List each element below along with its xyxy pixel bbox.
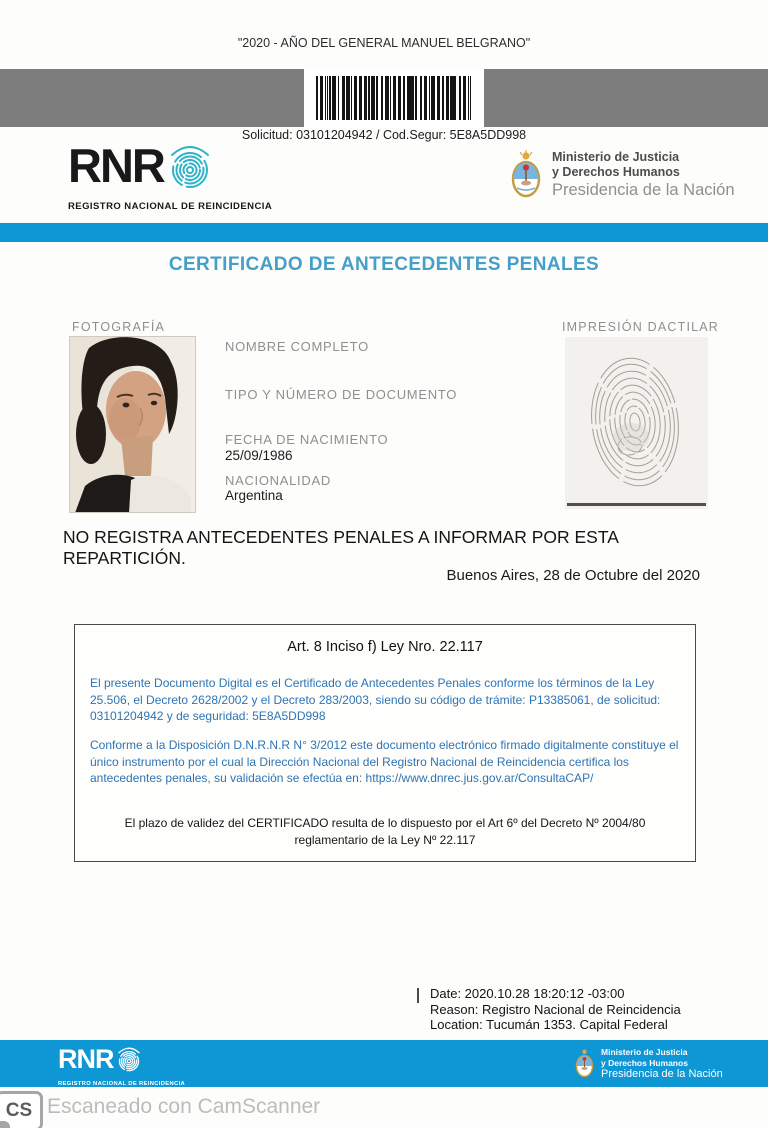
request-security-line: Solicitud: 03101204942 / Cod.Segur: 5E8A5DD998 xyxy=(241,128,527,142)
blue-band-top xyxy=(0,223,768,242)
footer-coat-of-arms-icon xyxy=(574,1047,595,1085)
field-label-nombre: NOMBRE COMPLETO xyxy=(225,339,369,354)
footer-rnr-full-name: REGISTRO NACIONAL DE REINCIDENCIA xyxy=(58,1081,186,1087)
result-statement: NO REGISTRA ANTECEDENTES PENALES A INFORMAR POR ESTA REPARTICIÓN. xyxy=(63,527,618,568)
footer-ministry-line3: Presidencia de la Nación xyxy=(601,1068,723,1080)
portrait-photo xyxy=(69,336,196,513)
barcode xyxy=(316,76,472,120)
ministry-line2: y Derechos Humanos xyxy=(552,165,680,179)
footer-fingerprint-logo-icon xyxy=(116,1046,142,1079)
camscanner-fold xyxy=(0,1121,10,1128)
camscanner-badge-icon xyxy=(0,1091,43,1128)
rnr-full-name: REGISTRO NACIONAL DE REINCIDENCIA xyxy=(68,201,273,212)
photo-label: FOTOGRAFÍA xyxy=(72,320,166,334)
page-title: CERTIFICADO DE ANTECEDENTES PENALES xyxy=(168,254,600,275)
footer-ministry-line2: y Derechos Humanos xyxy=(601,1057,688,1068)
field-label-documento: TIPO Y NÚMERO DE DOCUMENTO xyxy=(225,387,458,402)
fingerprint-label: IMPRESIÓN DACTILAR xyxy=(562,320,720,334)
footer-ministry-block xyxy=(574,1047,723,1085)
signature-date: Date: 2020.10.28 18:20:12 -03:00 xyxy=(430,986,625,1001)
year-motto: "2020 - AÑO DEL GENERAL MANUEL BELGRANO" xyxy=(237,36,531,50)
ministry-line3: Presidencia de la Nación xyxy=(552,181,735,199)
legal-box xyxy=(74,624,696,862)
footer-rnr-logo xyxy=(58,1046,185,1087)
signature-location: Location: Tucumán 1353. Capital Federal xyxy=(430,1017,668,1032)
place-date: Buenos Aires, 28 de Octubre del 2020 xyxy=(446,567,700,584)
field-value-nacionalidad: Argentina xyxy=(225,488,283,503)
field-label-nacionalidad: NACIONALIDAD xyxy=(225,473,331,488)
footer-ministry-line1: Ministerio de Justicia xyxy=(601,1047,688,1057)
field-label-nacimiento: FECHA DE NACIMIENTO xyxy=(225,432,389,447)
fingerprint-logo-icon xyxy=(167,143,213,198)
legal-paragraph-2: Conforme a la Disposición D.N.R.N.R N° 3/2012 este documento electrónico firmado digitalmente constituye el único instrumento por el cual la Dirección Nacional del Registro Nacional de Reincidencia certifica los antecedentes penales, su validación se efectúa en: https://www.dnrec.jus.gov.ar/ConsultaCAP/ xyxy=(90,738,679,785)
footer-rnr-acronym: RNR xyxy=(58,1044,114,1074)
signature-tick xyxy=(417,988,419,1003)
rnr-acronym: RNR xyxy=(68,139,164,192)
legal-heading: Art. 8 Inciso f) Ley Nro. 22.117 xyxy=(287,639,483,655)
digital-signature-block xyxy=(430,986,681,1033)
ministry-block xyxy=(509,149,735,206)
coat-of-arms-icon xyxy=(509,149,543,206)
legal-paragraph-3: El plazo de validez del CERTIFICADO resulta de lo dispuesto por el Art 6º del Decreto Nº 2004/80 reglamentario de la Ley Nº 22.117 xyxy=(124,816,646,847)
legal-paragraph-1: El presente Documento Digital es el Certificado de Antecedentes Penales conforme los términos de la Ley 25.506, el Decreto 2628/2002 y el Decreto 283/2003, siendo su código de trámite: P13385061, de solicitud: 03101204942 y de seguridad: 5E8A5DD998 xyxy=(90,676,661,723)
signature-reason: Reason: Registro Nacional de Reincidencia xyxy=(430,1001,681,1017)
ministry-line1: Ministerio de Justicia xyxy=(552,150,680,164)
field-value-nacimiento: 25/09/1986 xyxy=(225,448,293,463)
barcode-box xyxy=(304,69,484,127)
camscanner-caption: Escaneado con CamScanner xyxy=(47,1095,321,1118)
fingerprint-baseline xyxy=(567,503,706,506)
fingerprint-image xyxy=(565,337,708,509)
rnr-logo xyxy=(68,141,272,212)
camscanner-badge-text: CS xyxy=(5,1100,33,1121)
